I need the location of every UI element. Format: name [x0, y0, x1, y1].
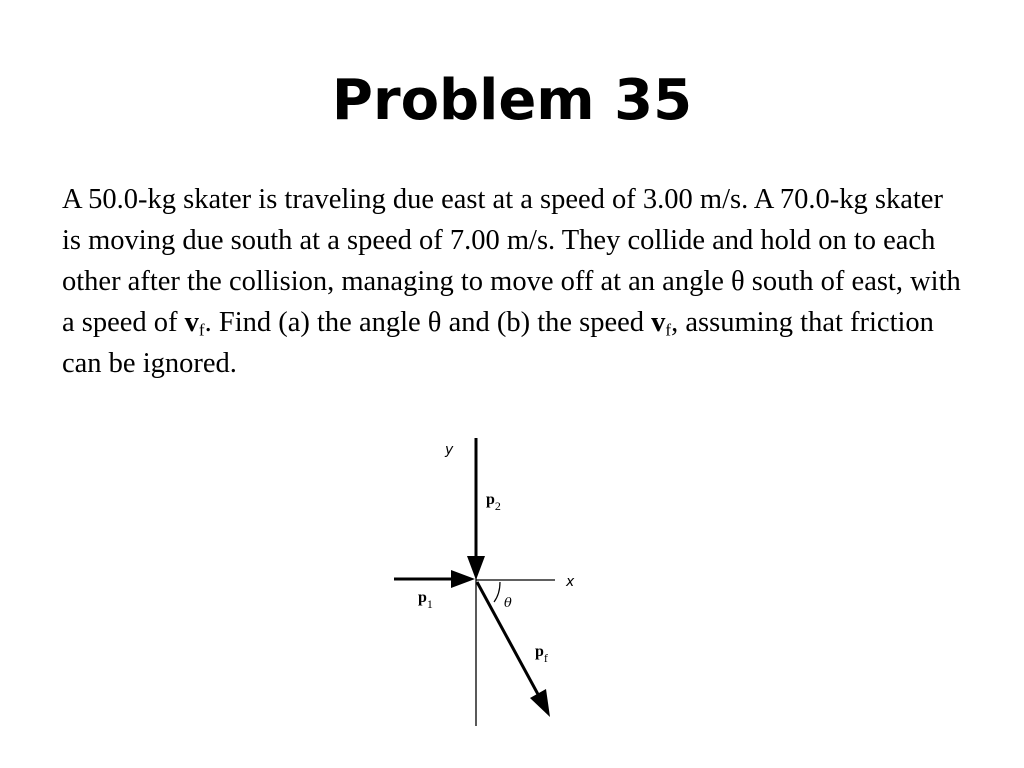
angle-label: θ: [504, 596, 512, 611]
vf-symbol: v: [184, 307, 199, 338]
vf-subscript: f: [198, 320, 205, 340]
p2-arrow: [467, 438, 485, 580]
y-axis-label: y: [445, 442, 454, 458]
vf-symbol-second: v: [651, 307, 666, 338]
problem-statement: [62, 179, 962, 384]
x-axis-label: x: [566, 574, 575, 590]
p1-subscript: 1: [426, 597, 433, 611]
pf-subscript: f: [543, 651, 548, 665]
vf-subscript-second: f: [665, 320, 672, 340]
p2-subscript: 2: [494, 499, 501, 513]
angle-arc: [494, 582, 500, 602]
pf-symbol: p: [535, 643, 544, 660]
p1-label: [418, 589, 433, 611]
p2-label: [486, 491, 501, 513]
collision-diagram: [380, 430, 600, 740]
problem-text-part1: A 50.0-kg skater is traveling due east at a speed of 3.00 m/s. A 70.0-kg skater is moving due south at a speed of 7.00 m/s. They collide and hold on to each other after the collision, managing to move off at an angle θ south of east, with a speed of: [62, 184, 961, 338]
problem-text-part3: , assuming that friction can be ignored.: [62, 307, 934, 379]
slide-title: Problem 35: [331, 68, 693, 133]
pf-label: [535, 643, 548, 665]
p1-arrow: [394, 570, 475, 588]
p2-symbol: p: [486, 491, 495, 508]
problem-text-part2: . Find (a) the angle θ and (b) the speed: [204, 307, 652, 338]
p1-symbol: p: [418, 589, 427, 606]
